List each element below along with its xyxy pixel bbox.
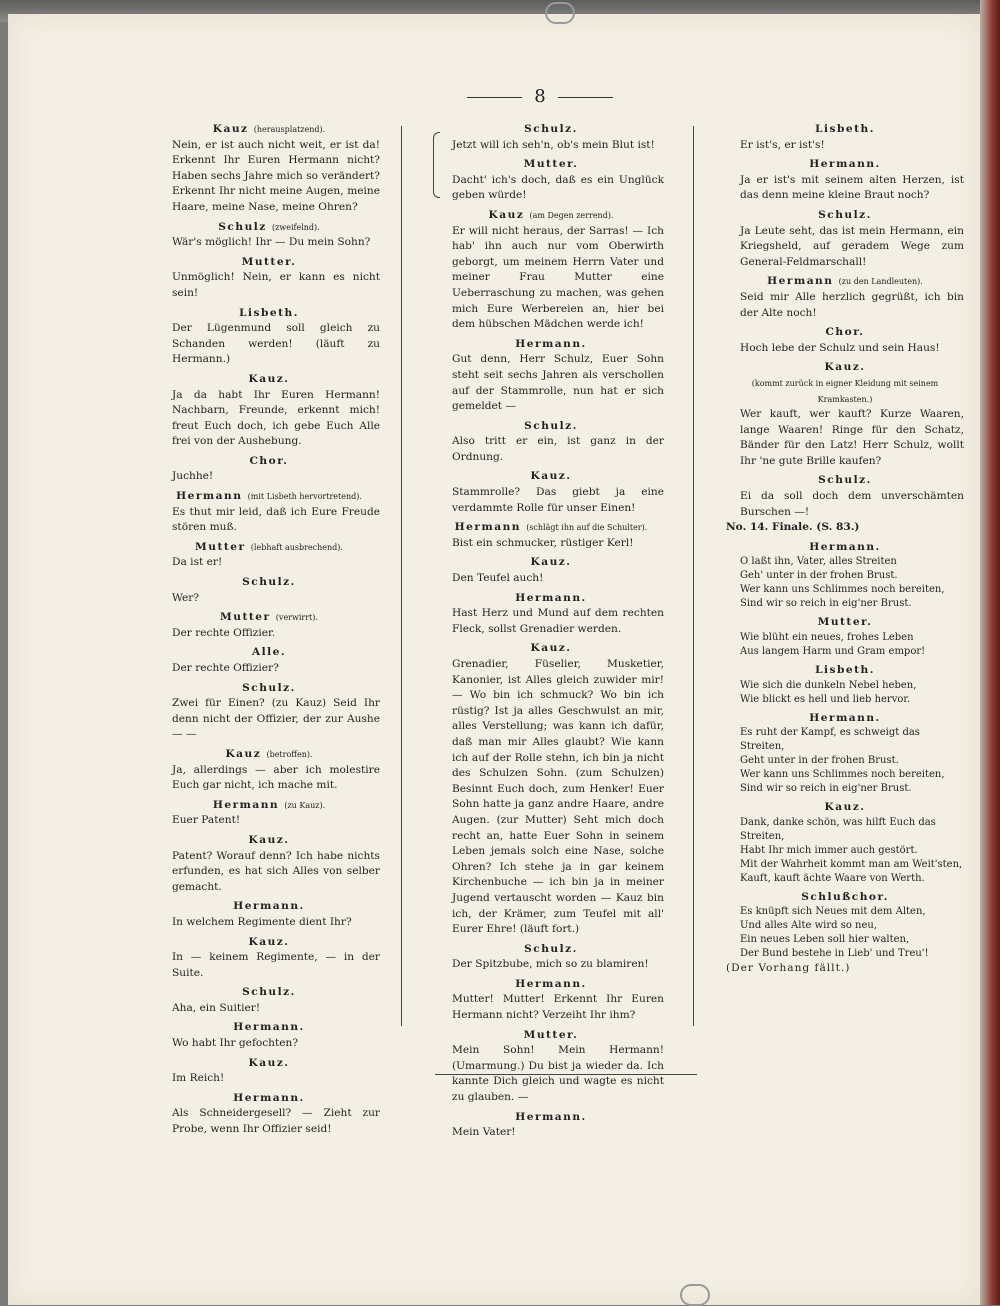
song-verse [726,631,964,659]
dialogue-line: Ei da soll doch dem unverschämten Burschen —! [740,490,964,518]
stage-direction: (am Degen zerrend). [529,210,614,220]
speaker-heading [158,681,380,697]
song-line: Es knüpft sich Neues mit dem Alten, [740,906,926,918]
speaker-heading [726,473,964,489]
dialogue-line: Gut denn, Herr Schulz, Euer Sohn steht seit sechs Jahren als verschollen auf der Stammrolle, nun hat er sich gemeldet — [452,353,664,413]
dialogue-line: Aha, ein Suitier! [172,1001,261,1014]
speaker-name: Hermann [176,490,243,503]
speaker-name: Kauz. [248,833,290,846]
dialogue-line: Wär's möglich! Ihr — Du mein Sohn? [172,236,371,249]
dialogue-line: Stammrolle? Das giebt ja eine verdammte Rolle für unser Einen! [452,486,664,514]
song-line: Es ruht der Kampf, es schweigt das Streiten, [740,727,920,753]
speaker-heading [438,419,664,435]
text-column-1 [158,118,380,1138]
speaker-name: Hermann. [233,1091,305,1104]
speaker-name: Schulz. [242,986,296,999]
dialogue-line: Der Spitzbube, mich so zu blamiren! [452,958,649,971]
page-number [440,86,640,107]
speaker-name: Mutter [220,611,271,624]
speaker-heading [438,1110,664,1126]
dialogue-line: Er will nicht heraus, der Sarras! — Ich hab' ihn auch nur vom Oberwirth geborgt, um meinem Herrn Vater und meiner Frau Mutter eine Ueberraschung zu machen, was gehen mich Eure Werbereien an, hier bei dem hübschen Mädchen werde ich! [452,224,664,331]
curtain-note: (Der Vorhang fällt.) [726,962,851,975]
speaker-name: Schlußchor. [801,890,889,903]
speaker-name: Schulz. [524,419,578,432]
speaker-heading [726,122,964,138]
speaker-name: Alle. [251,646,287,659]
song-line: Habt Ihr mich immer auch gestört. [740,844,918,856]
speaker-heading [158,1091,380,1107]
dialogue-line: Seid mir Alle herzlich gegrüßt, ich bin der Alte noch! [740,290,964,319]
speaker-heading [158,747,380,763]
song-line: Wie blüht ein neues, frohes Leben [740,632,914,644]
song-line: Dank, danke schön, was hilft Euch das Streiten, [740,816,936,842]
dialogue-line: Wer kauft, wer kauft? Kurze Waaren, lange Waaren! Ringe für den Schatz, Bänder für den Latz! Herr Schulz, wollt Ihr 'ne gute Brille kaufen? [740,408,964,467]
song-verse [726,679,964,707]
dialogue-line: Der Lügenmund soll gleich zu Schanden werden! (läuft zu Hermann.) [172,322,380,366]
speaker-heading [726,615,964,631]
dialogue-line: Bist ein schmucker, rüstiger Kerl! [452,536,634,549]
speaker-name: Hermann [212,798,280,811]
dialogue-line: Er ist's, er ist's! [740,138,825,151]
song-line: Ein neues Leben soll hier walten, [740,934,910,946]
speaker-name: Hermann. [515,977,587,990]
text-column-2 [438,118,664,1141]
speaker-heading [438,520,664,536]
speaker-heading [726,800,964,816]
dialogue-line: Jetzt will ich seh'n, ob's mein Blut ist! [452,138,655,151]
speaker-heading [726,711,964,727]
song-line: Aus langem Harm und Gram empor! [740,646,926,658]
speaker-heading [438,469,664,485]
dialogue-line: Mein Vater! [452,1126,516,1139]
stage-direction: (schlägt ihn auf die Schulter). [526,523,648,533]
speaker-name: Schulz. [524,123,578,135]
song-line: O laßt ihn, Vater, alles Streiten [740,556,897,568]
page-number-text: 8 [534,86,546,107]
speaker-heading [438,208,664,224]
stage-direction: (lebhaft ausbrechend). [250,542,343,552]
speaker-heading [438,122,664,138]
dialogue-line: Der rechte Offizier. [172,626,276,639]
speaker-heading [438,942,664,958]
speaker-name: Kauz [488,208,525,221]
song-line: Sind wir so reich in eig'ner Brust. [740,783,912,795]
dialogue-line: Dacht' ich's doch, daß es ein Unglück geben würde! [452,173,664,202]
speaker-heading [158,454,380,470]
speaker-name: Lisbeth. [239,306,299,319]
dialogue-line: Mutter! Mutter! Erkennt Ihr Euren Hermann nicht? Verzeiht Ihr ihm? [452,993,664,1022]
dialogue-line: Grenadier, Füselier, Musketier, Kanonier, ist Alles gleich zuwider mir! — Wo bin ich schmuck? Wo bin ich rüstig? Ist ja alles Geschwulst an mir, alles Verstellung; was kann ich dafür, daß man mir Alles glaubt? Wie kann ich auf der Rolle stehn, ich bin ja nicht des Schulzen Sohn. (zum Schulzen) Besinnt Euch doch, zum Henker! Euer Sohn hatte ja ganz andre Haare, andre Augen. (zur Mutter) Seht mich doch recht an, hatte Euer Sohn in seinem Leben jemals solch eine Nase, solche Ohren? Ich stehe ja in gar keinem Kirchenbuche — ich bin ja in meiner Jugend vertauscht worden — Kauz bin ich, der Krämer, zum Teufel mit all' Eurer Ehre! (läuft fort.) [452,658,664,936]
column-divider-right [693,126,694,1026]
speaker-name: Schulz [218,220,267,233]
speaker-heading [158,610,380,626]
top-clip [545,2,575,24]
dialogue-line: Patent? Worauf denn? Ich habe nichts erfunden, es hat sich Alles von selber gemacht. [172,849,380,893]
song-line: Wer kann uns Schlimmes noch bereiten, [740,769,945,781]
speaker-heading [726,360,964,376]
speaker-name: Mutter. [523,1028,579,1041]
speaker-heading [158,935,380,951]
speaker-heading [438,591,664,607]
speaker-name: Mutter. [817,616,873,629]
speaker-heading [726,890,964,906]
dialogue-line: Also tritt er ein, ist ganz in der Ordnung. [452,435,664,463]
speaker-heading [158,489,380,505]
dialogue-line: Euer Patent! [172,814,241,827]
speaker-name: Kauz. [824,361,866,374]
stage-direction: (zu den Landleuten). [838,277,923,287]
bottom-clip [680,1284,710,1306]
speaker-name: Hermann. [515,1110,587,1123]
speaker-heading [158,899,380,915]
speaker-heading [158,122,380,138]
speaker-heading [158,575,380,591]
stage-direction: (betroffen). [266,749,313,759]
speaker-name: Hermann. [515,591,587,604]
speaker-heading [726,663,964,679]
text-column-3 [726,118,964,977]
speaker-name: Kauz [212,123,249,135]
dialogue-line: Ja Leute seht, das ist mein Hermann, ein Kriegsheld, auf geradem Wege zum General-Feldmarschall! [740,224,964,268]
song-verse [726,905,964,961]
stage-direction: (zweifelnd). [272,222,320,232]
speaker-heading [158,306,380,322]
dialogue-line: Ja, allerdings — aber ich molestire Euch gar nicht, ich mache mit. [172,763,380,792]
page-number-rule-left [467,97,522,98]
speaker-name: Schulz. [524,942,578,955]
dialogue-line: Hoch lebe der Schulz und sein Haus! [740,341,940,354]
speaker-heading [726,208,964,224]
speaker-name: Kauz [225,747,262,760]
speaker-name: Mutter. [523,158,579,171]
speaker-name: Mutter. [241,255,297,268]
speaker-heading [726,157,964,173]
stage-direction: (herausplatzend). [253,125,326,134]
speaker-name: Kauz. [248,935,290,948]
speaker-heading [158,833,380,849]
dialogue-line: Wo habt Ihr gefochten? [172,1037,299,1050]
dialogue-line: Den Teufel auch! [452,572,544,585]
speaker-heading [158,220,380,236]
speaker-heading [158,645,380,661]
song-verse [726,555,964,611]
song-line: Und alles Alte wird so neu, [740,920,877,932]
speaker-heading [158,798,380,814]
speaker-name: Schulz. [242,681,296,694]
speaker-heading [726,325,964,341]
speaker-name: Chor. [825,326,865,339]
speaker-name: Kauz. [248,372,290,385]
speaker-name: Kauz. [248,1056,290,1069]
song-line: Geh' unter in der frohen Brust. [740,570,898,582]
song-line: Kauft, kauft ächte Waare von Werth. [740,872,925,884]
stage-direction: (verwirrt). [275,613,318,623]
book-cover-edge [980,0,1000,1305]
dialogue-line: Als Schneidergesell? — Zieht zur Probe, wenn Ihr Offizier seid! [172,1107,380,1136]
dialogue-line: In welchem Regimente dient Ihr? [172,915,352,928]
speaker-heading [158,1056,380,1072]
stage-direction: (mit Lisbeth hervortretend). [247,492,362,502]
speaker-name: Hermann [454,521,521,534]
speaker-name: Hermann. [809,711,881,724]
dialogue-line: Juchhe! [172,470,214,483]
dialogue-line: Es thut mir leid, daß ich Eure Freude stören muß. [172,505,380,534]
song-verse [726,816,964,886]
dialogue-line: Hast Herz und Mund auf dem rechten Fleck, sollst Grenadier werden. [452,607,664,635]
stage-direction: (kommt zurück in eigner Kleidung mit seinem Kramkasten.) [751,378,939,404]
speaker-heading [438,1028,664,1044]
dialogue-line: Zwei für Einen? (zu Kauz) Seid Ihr denn nicht der Offizier, der zur Aushe — — [172,697,380,741]
speaker-heading [438,977,664,993]
speaker-name: Hermann. [515,337,587,350]
speaker-name: Hermann. [233,1021,305,1034]
dialogue-line: Nein, er ist auch nicht weit, er ist da! Erkennt Ihr Euren Hermann nicht? Haben sechs Jahre mich so verändert? Erkennt Ihr nicht meine Augen, meine Haare, meine Nase, meine Ohren? [172,138,380,213]
dialogue-line: Ja er ist's mit seinem alten Herzen, ist das denn meine kleine Braut noch? [740,173,964,202]
dialogue-line: Der rechte Offizier? [172,662,279,674]
speaker-heading [158,372,380,388]
speaker-heading [158,255,380,271]
song-line: Geht unter in der frohen Brust. [740,755,899,767]
speaker-name: Chor. [249,454,289,467]
song-line: Der Bund bestehe in Lieb' und Treu'! [740,948,929,960]
speaker-name: Schulz. [818,208,872,221]
song-line: Wie sich die dunkeln Nebel heben, [740,679,917,691]
speaker-name: Kauz. [530,642,572,655]
speaker-heading [438,555,664,571]
dialogue-line: Im Reich! [172,1072,225,1085]
song-line: Sind wir so reich in eig'ner Brust. [740,598,912,610]
speaker-heading [726,274,964,290]
speaker-heading [158,540,380,556]
finale-heading: No. 14. Finale. (S. 83.) [726,521,860,534]
page-number-rule-right [558,97,613,98]
speaker-name: Hermann [767,275,834,288]
speaker-name: Kauz. [530,556,572,569]
dialogue-line: Da ist er! [172,556,223,569]
song-line: Wer kann uns Schlimmes noch bereiten, [740,584,945,596]
speaker-name: Kauz. [824,801,866,814]
speaker-name: Mutter [195,540,246,553]
speaker-heading [726,540,964,556]
stage-direction: (zu Kauz). [284,800,326,810]
dialogue-line: Mein Sohn! Mein Hermann! (Umarmung.) Du bist ja wieder da. Ich kannte Dich gleich und wagte es nicht zu glauben. — [452,1044,664,1104]
speaker-name: Schulz. [818,474,872,487]
speaker-name: Lisbeth. [815,664,875,677]
song-line: Wie blickt es hell und lieb hervor. [740,693,911,705]
dialogue-line: Unmöglich! Nein, er kann es nicht sein! [172,271,380,299]
speaker-heading [438,641,664,657]
speaker-name: Kauz. [530,470,572,483]
speaker-name: Lisbeth. [815,123,875,135]
dialogue-line: In — keinem Regimente, — in der Suite. [172,951,380,979]
song-line: Mit der Wahrheit kommt man am Weit'sten, [740,858,963,870]
speaker-name: Hermann. [809,540,881,553]
speaker-heading [158,985,380,1001]
column-divider-left [401,126,402,1026]
dialogue-line: Wer? [172,591,200,604]
dialogue-line: Ja da habt Ihr Euren Hermann! Nachbarn, Freunde, erkennt mich! freut Euch doch, ich gebe Euch Alle frei von der Aushebung. [172,388,380,448]
speaker-name: Hermann. [233,900,305,913]
speaker-name: Hermann. [809,158,881,171]
speaker-heading [158,1020,380,1036]
song-verse [726,726,964,796]
speaker-name: Schulz. [242,576,296,589]
speaker-heading [438,337,664,353]
speaker-heading [438,157,664,173]
